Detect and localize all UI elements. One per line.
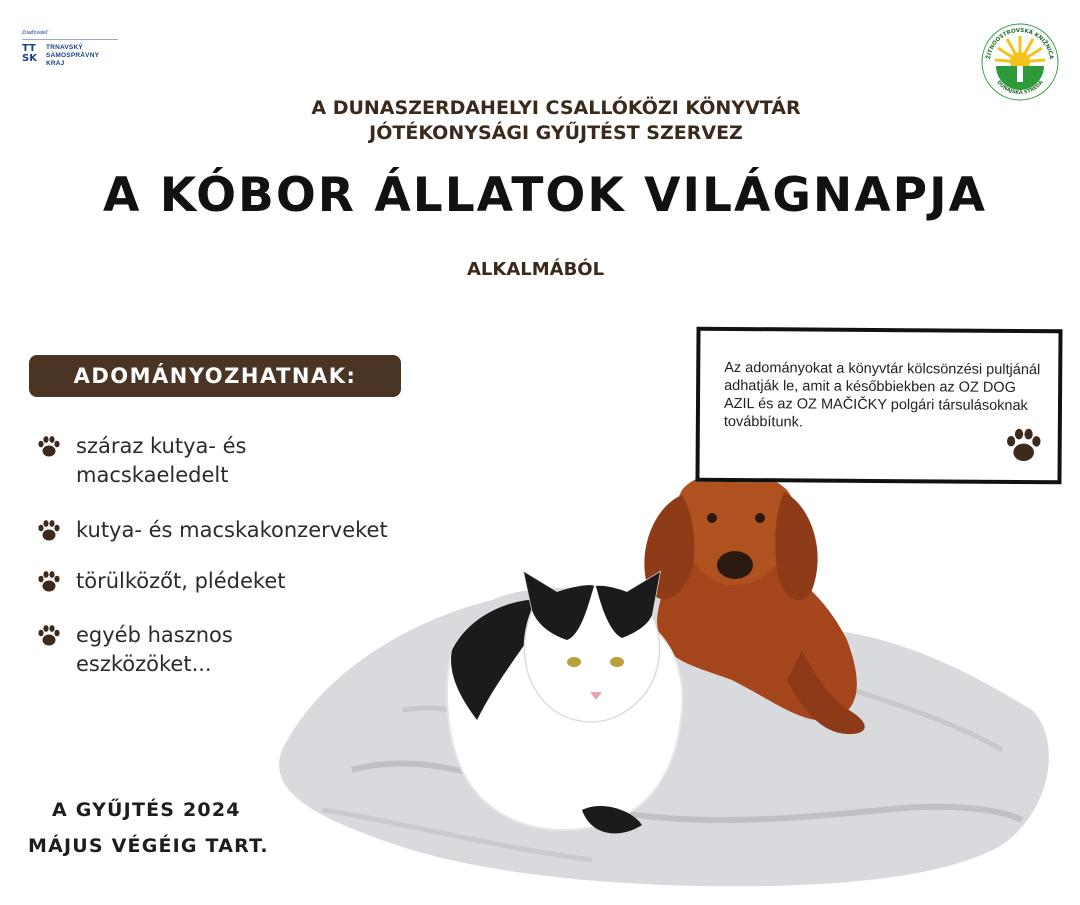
paw-icon: [36, 435, 62, 459]
paw-icon: [1002, 427, 1046, 465]
organizer-line1: A DUNASZERDAHELYI CSALLÓKÖZI KÖNYVTÁR: [311, 97, 801, 119]
library-seal-logo: [980, 22, 1060, 102]
info-box: [695, 327, 1062, 485]
list-item-label: kutya- és macskakonzerveket: [76, 518, 388, 542]
occasion-text: ALKALMÁBÓL: [467, 259, 605, 280]
paw-icon: [36, 624, 62, 648]
deadline-line2: MÁJUS VÉGÉIG TART.: [28, 835, 269, 857]
organizer-text: [0, 96, 1080, 146]
ttsk-mark-line2: SK: [22, 53, 37, 64]
pets-illustration: [262, 450, 1062, 890]
info-text: Az adományokat a könyvtár kölcsönzési pultjánál adhatják le, amit a későbbiekben az OZ DOG AZIL és az OZ MAČIČKY polgári társulásoknak továbbítunk.: [723, 359, 1041, 431]
ttsk-mark-line1: TT: [22, 43, 36, 54]
paw-icon: [36, 519, 62, 543]
seal-ring-top: ŽITNOOSTROVSKÁ KNIŽNICA: [986, 27, 1054, 60]
list-item-label: száraz kutya- és macskaeledelt: [76, 434, 247, 487]
paw-icon: [36, 570, 62, 594]
seal-ring-bottom: DUNAJSKÁ STREDA: [995, 79, 1045, 97]
founder-name-line: KRAJ: [46, 60, 65, 67]
founder-name-line: SAMOSPRÁVNY: [46, 52, 100, 59]
deadline-line1: A GYŰJTÉS 2024: [52, 799, 241, 821]
founder-name: [46, 44, 99, 68]
organizer-line2: JÓTÉKONYSÁGI GYŰJTÉST SZERVEZ: [369, 122, 743, 144]
ttsk-mark: [22, 44, 44, 64]
divider: [22, 39, 118, 40]
donations-heading: ADOMÁNYOZHATNAK:: [29, 355, 401, 397]
list-item-label: egyéb hasznos eszközöket...: [76, 623, 233, 676]
founder-logo: [22, 30, 122, 68]
page-title: A KÓBOR ÁLLATOK VILÁGNAPJA: [103, 168, 987, 223]
founder-name-line: TRNAVSKÝ: [46, 44, 83, 51]
collection-deadline: [28, 792, 269, 864]
founder-caption: Zriaďovateľ:: [22, 30, 49, 36]
list-item-label: törülközőt, plédeket: [76, 569, 286, 593]
